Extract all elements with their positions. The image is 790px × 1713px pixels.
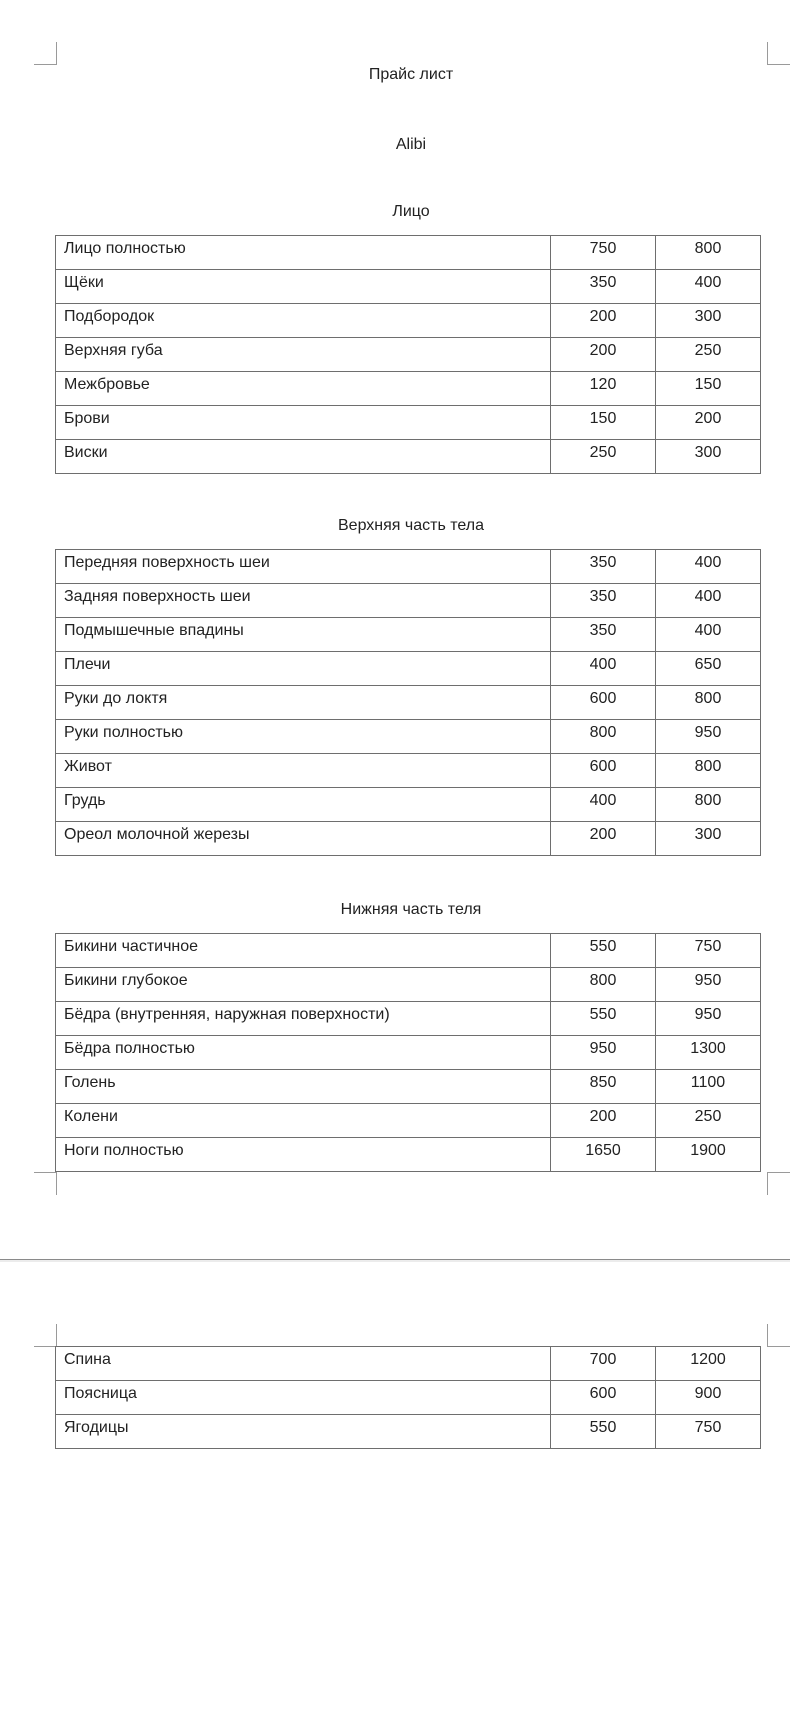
margin-corner-mark <box>767 1324 790 1347</box>
service-name-cell: Ягодицы <box>56 1415 551 1449</box>
document-title: Прайс лист <box>368 66 454 83</box>
price-table-face <box>55 235 761 474</box>
table-row <box>56 934 761 968</box>
service-name-cell: Бёдра полностью <box>56 1036 551 1070</box>
price-cell-first: 120 <box>551 372 656 406</box>
price-cell-second: 1300 <box>656 1036 761 1070</box>
price-cell-first: 850 <box>551 1070 656 1104</box>
table-row <box>56 652 761 686</box>
table-row <box>56 1002 761 1036</box>
table-row <box>56 1381 761 1415</box>
price-cell-second: 800 <box>656 236 761 270</box>
service-name-cell: Колени <box>56 1104 551 1138</box>
table-row <box>56 550 761 584</box>
price-cell-second: 800 <box>656 686 761 720</box>
price-cell-first: 350 <box>551 550 656 584</box>
margin-corner-mark <box>767 1172 790 1195</box>
table-row <box>56 236 761 270</box>
service-name-cell: Руки до локтя <box>56 686 551 720</box>
price-table-body <box>56 934 761 1172</box>
table-row <box>56 372 761 406</box>
table-row <box>56 720 761 754</box>
price-cell-second: 400 <box>656 550 761 584</box>
margin-corner-mark <box>34 1172 57 1195</box>
service-name-cell: Живот <box>56 754 551 788</box>
table-row <box>56 1415 761 1449</box>
service-name-cell: Межбровье <box>56 372 551 406</box>
price-cell-first: 800 <box>551 720 656 754</box>
table-row <box>56 822 761 856</box>
table-row <box>56 584 761 618</box>
service-name-cell: Передняя поверхность шеи <box>56 550 551 584</box>
price-cell-first: 200 <box>551 304 656 338</box>
price-cell-first: 200 <box>551 822 656 856</box>
document-page-2 <box>0 1262 790 1713</box>
service-name-cell: Ореол молочной жерезы <box>56 822 551 856</box>
price-cell-first: 600 <box>551 1381 656 1415</box>
price-cell-first: 700 <box>551 1347 656 1381</box>
price-cell-first: 350 <box>551 618 656 652</box>
service-name-cell: Задняя поверхность шеи <box>56 584 551 618</box>
price-cell-first: 200 <box>551 338 656 372</box>
table-row <box>56 1138 761 1172</box>
price-cell-second: 150 <box>656 372 761 406</box>
price-table-back <box>55 1346 761 1449</box>
margin-corner-mark <box>34 1324 57 1347</box>
service-name-cell: Верхняя губа <box>56 338 551 372</box>
service-name-cell: Щёки <box>56 270 551 304</box>
price-cell-first: 350 <box>551 270 656 304</box>
price-cell-first: 200 <box>551 1104 656 1138</box>
price-cell-second: 300 <box>656 304 761 338</box>
price-cell-second: 300 <box>656 822 761 856</box>
price-cell-second: 750 <box>656 934 761 968</box>
service-name-cell: Подбородок <box>56 304 551 338</box>
price-cell-first: 950 <box>551 1036 656 1070</box>
margin-corner-mark <box>767 42 790 65</box>
price-cell-second: 250 <box>656 338 761 372</box>
price-cell-second: 1200 <box>656 1347 761 1381</box>
table-row <box>56 338 761 372</box>
table-row <box>56 968 761 1002</box>
service-name-cell: Виски <box>56 440 551 474</box>
price-cell-second: 750 <box>656 1415 761 1449</box>
table-row <box>56 618 761 652</box>
section-heading-upper-body: Верхняя часть тела <box>338 517 484 534</box>
price-cell-first: 600 <box>551 686 656 720</box>
price-cell-first: 750 <box>551 236 656 270</box>
price-cell-second: 950 <box>656 720 761 754</box>
price-cell-second: 650 <box>656 652 761 686</box>
price-cell-first: 550 <box>551 1002 656 1036</box>
service-name-cell: Бикини частичное <box>56 934 551 968</box>
price-cell-second: 800 <box>656 788 761 822</box>
price-cell-second: 300 <box>656 440 761 474</box>
price-cell-second: 1100 <box>656 1070 761 1104</box>
price-cell-first: 550 <box>551 934 656 968</box>
table-row <box>56 1347 761 1381</box>
price-cell-second: 800 <box>656 754 761 788</box>
price-cell-second: 250 <box>656 1104 761 1138</box>
service-name-cell: Бёдра (внутренняя, наружная поверхности) <box>56 1002 551 1036</box>
table-row <box>56 1070 761 1104</box>
margin-corner-mark <box>34 42 57 65</box>
service-name-cell: Грудь <box>56 788 551 822</box>
price-cell-second: 950 <box>656 968 761 1002</box>
service-name-cell: Руки полностью <box>56 720 551 754</box>
service-name-cell: Поясница <box>56 1381 551 1415</box>
table-row <box>56 1036 761 1070</box>
table-row <box>56 788 761 822</box>
service-name-cell: Плечи <box>56 652 551 686</box>
brand-name: Alibi <box>395 136 427 153</box>
section-heading-face: Лицо <box>392 203 430 220</box>
service-name-cell: Голень <box>56 1070 551 1104</box>
table-row <box>56 686 761 720</box>
price-cell-second: 950 <box>656 1002 761 1036</box>
table-row <box>56 406 761 440</box>
price-cell-second: 400 <box>656 618 761 652</box>
price-cell-first: 550 <box>551 1415 656 1449</box>
service-name-cell: Ноги полностью <box>56 1138 551 1172</box>
price-cell-first: 250 <box>551 440 656 474</box>
table-row <box>56 1104 761 1138</box>
section-heading-lower-body: Нижняя часть теля <box>340 901 482 918</box>
price-cell-first: 400 <box>551 788 656 822</box>
price-cell-second: 900 <box>656 1381 761 1415</box>
price-cell-first: 350 <box>551 584 656 618</box>
service-name-cell: Бикини глубокое <box>56 968 551 1002</box>
price-cell-second: 200 <box>656 406 761 440</box>
price-table-upper-body <box>55 549 761 856</box>
price-cell-first: 600 <box>551 754 656 788</box>
price-cell-second: 400 <box>656 584 761 618</box>
table-row <box>56 270 761 304</box>
price-cell-second: 1900 <box>656 1138 761 1172</box>
price-cell-first: 150 <box>551 406 656 440</box>
service-name-cell: Брови <box>56 406 551 440</box>
price-table-body <box>56 236 761 474</box>
price-table-body <box>56 1347 761 1449</box>
price-cell-first: 400 <box>551 652 656 686</box>
price-cell-first: 1650 <box>551 1138 656 1172</box>
price-cell-first: 800 <box>551 968 656 1002</box>
price-cell-second: 400 <box>656 270 761 304</box>
table-row <box>56 440 761 474</box>
price-table-body <box>56 550 761 856</box>
service-name-cell: Подмышечные впадины <box>56 618 551 652</box>
table-row <box>56 304 761 338</box>
table-row <box>56 754 761 788</box>
service-name-cell: Спина <box>56 1347 551 1381</box>
price-table-lower-body <box>55 933 761 1172</box>
service-name-cell: Лицо полностью <box>56 236 551 270</box>
